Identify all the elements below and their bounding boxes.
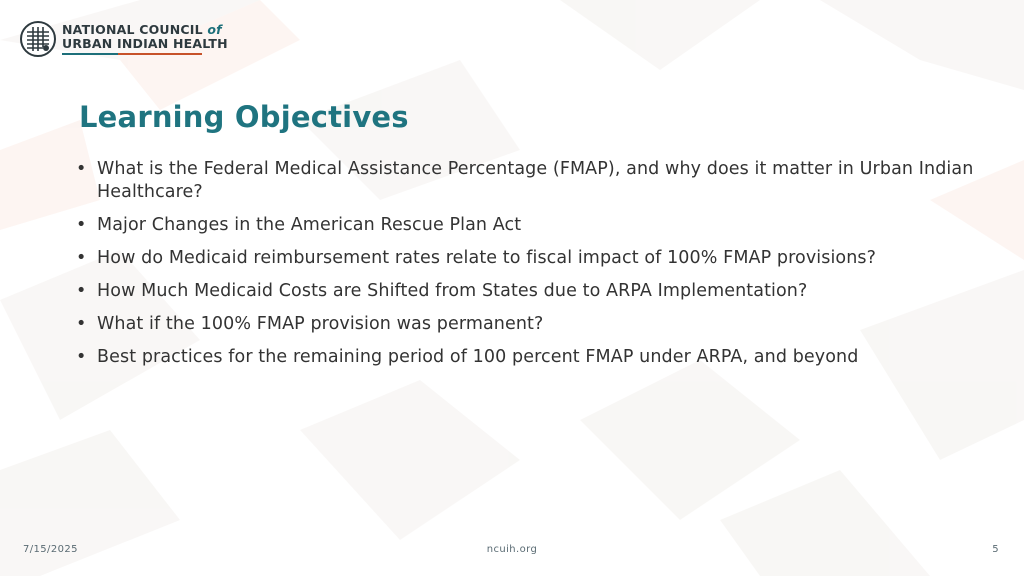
slide-number: 5 [992,544,999,555]
objective-text: Major Changes in the American Rescue Plan Act [97,215,522,235]
objective-text: How Much Medicaid Costs are Shifted from States due to ARPA Implementation? [97,281,808,301]
objective-text: How do Medicaid reimbursement rates relate to fiscal impact of 100% FMAP provisions? [97,248,877,268]
objective-item [76,280,976,303]
bullet-icon: • [76,215,87,235]
footer-date: 7/15/2025 [23,544,78,555]
logo-of-text: of [207,22,222,37]
slide-title: Learning Objectives [79,100,409,134]
logo-line-1 [62,23,228,37]
bullet-icon: • [76,281,87,301]
logo-underline [62,53,202,55]
objective-item [76,313,976,336]
footer-website: ncuih.org [486,544,538,555]
objective-item [76,247,976,270]
logo-text [62,23,228,55]
objective-item [76,214,976,237]
objective-text: What is the Federal Medical Assistance Percentage (FMAP), and why does it matter in Urban Indian Healthcare? [97,159,974,202]
bullet-icon: • [76,248,87,268]
logo-line-2: URBAN INDIAN HEALTH [62,36,228,51]
objective-text: What if the 100% FMAP provision was permanent? [97,314,544,334]
objective-text: Best practices for the remaining period of 100 percent FMAP under ARPA, and beyond [97,347,859,367]
ncuih-logo-icon [20,21,56,57]
bullet-icon: • [76,314,87,334]
organization-logo [20,20,228,58]
objective-item [76,346,976,369]
bullet-icon: • [76,159,87,179]
bullet-icon: • [76,347,87,367]
logo-line-1-text: NATIONAL COUNCIL [62,22,203,37]
objective-item [76,158,976,204]
objectives-list [76,158,976,379]
